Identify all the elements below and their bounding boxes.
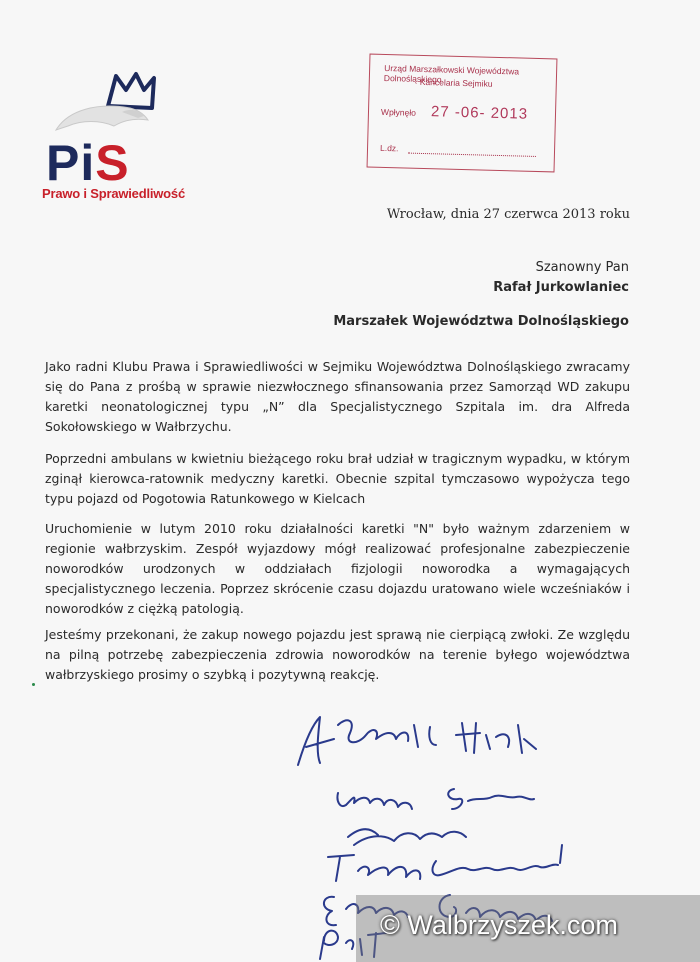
crown-icon [108, 74, 154, 108]
body-paragraph: Jako radni Klubu Prawa i Sprawiedliwości w Sejmiku Województwa Dolnośląskiego zwracamy się do Pana z prośbą w sprawie niezwłocznego sfinansowania przez Samorząd WD zakupu karetki neonatologicznej typu „N” dla Specjalistycznego Szpitala im. dra Alfreda Sokołowskiego w Wałbrzychu. [45, 359, 630, 434]
pis-wordmark: PiS [46, 135, 130, 191]
stamp-office: Urząd Marszałkowski Województwa Dolnośląskiego [383, 62, 520, 85]
logo-caption: Prawo i Sprawiedliwość [42, 186, 185, 201]
received-stamp [367, 54, 558, 173]
recipient-title: Marszałek Województwa Dolnośląskiego [333, 314, 629, 329]
body-paragraph: Uruchomienie w lutym 2010 roku działalności karetki "N" było ważnym zdarzeniem w regionie wałbrzyskim. Zespół wyjazdowy mógł realizować profesjonalne zabezpieczenie noworodków urodzonych w oddziałach fizjologii noworodka a wymagających specjalistycznego leczenia. Poprzez skrócenie czasu dojazdu uratowano wiele wcześniaków i noworodków z ciężką patologią. [45, 521, 630, 616]
recipient-name: Rafał Jurkowlaniec [493, 280, 629, 295]
eagle-icon [56, 106, 148, 130]
watermark-text: © Walbrzyszek.com [380, 910, 618, 940]
signature-4 [328, 845, 562, 881]
stamp-ldz-line [408, 153, 536, 157]
stamp-ldz-label: L.dz. [379, 142, 399, 154]
signature-2 [337, 789, 534, 809]
stamp-received-date: 27 -06- 2013 [430, 103, 529, 123]
place-date: Wrocław, dnia 27 czerwca 2013 roku [386, 207, 630, 222]
stamp-received-label: Wpłynęło [380, 106, 417, 118]
signature-3 [348, 829, 466, 845]
signature-1 [298, 717, 536, 765]
ink-speck [32, 683, 35, 686]
body-paragraph: Poprzedni ambulans w kwietniu bieżącego roku brał udział w tragicznym wypadku, w którym zginął kierowca-ratownik medyczny karetki. Obecnie szpital tymczasowo wypożycza tego typu pojazd od Pogotowia Ratunkowego w Kielcach [45, 451, 630, 506]
body-paragraph: Jesteśmy przekonani, że zakup nowego pojazdu jest sprawą nie cierpiącą zwłoki. Ze względu na pilną potrzebę zabezpieczenia zdrowia noworodków na terenie byłego województwa wałbrzyskiego prosimy o szybką i pozytywną reakcję. [45, 627, 630, 682]
stamp-department: Kancelaria Sejmiku [419, 76, 493, 89]
salutation: Szanowny Pan [535, 260, 629, 275]
